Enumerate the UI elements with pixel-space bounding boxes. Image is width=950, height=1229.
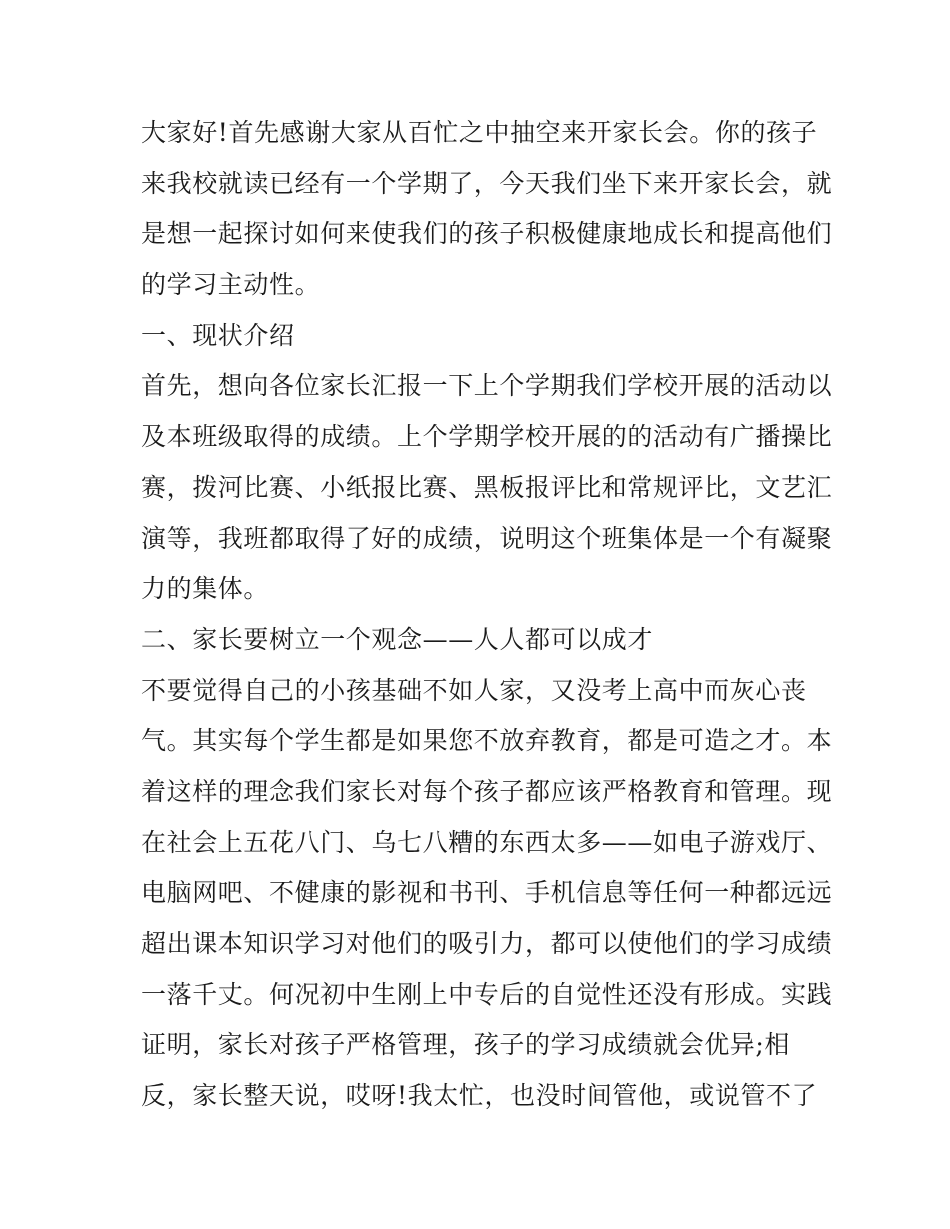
- text-line: 电脑网吧、不健康的影视和书刊、手机信息等任何一种都远远: [141, 878, 833, 908]
- document-body: [141, 108, 833, 1122]
- text-line: 一落千丈。何况初中生刚上中专后的自觉性还没有形成。实践: [141, 979, 833, 1009]
- text-line: 来我校就读已经有一个学期了，今天我们坐下来开家长会，就: [141, 168, 833, 198]
- text-line: 演等，我班都取得了好的成绩，说明这个班集体是一个有凝聚: [141, 523, 833, 553]
- text-line: 超出课本知识学习对他们的吸引力，都可以使他们的学习成绩: [141, 929, 833, 958]
- section-heading: 二、家长要树立一个观念——人人都可以成才: [141, 624, 654, 654]
- text-line: 首先，想向各位家长汇报一下上个学期我们学校开展的活动以: [141, 371, 833, 401]
- text-line: 不要觉得自己的小孩基础不如人家，又没考上高中而灰心丧: [141, 675, 807, 705]
- text-line: 大家好!首先感谢大家从百忙之中抽空来开家长会。你的孩子: [141, 118, 818, 147]
- text-line: 气。其实每个学生都是如果您不放弃教育，都是可造之才。本: [141, 726, 833, 756]
- text-line: 着这样的理念我们家长对每个孩子都应该严格教育和管理。现: [141, 776, 833, 806]
- text-line: 及本班级取得的成绩。上个学期学校开展的的活动有广播操比: [141, 422, 833, 452]
- text-line: 力的集体。: [141, 574, 270, 604]
- text-line: 在社会上五花八门、乌七八糟的东西太多——如电子游戏厅、: [141, 827, 833, 857]
- text-line: 赛，拨河比赛、小纸报比赛、黑板报评比和常规评比，文艺汇: [141, 472, 833, 502]
- text-line: 是想一起探讨如何来使我们的孩子积极健康地成长和提高他们: [141, 219, 833, 249]
- text-line: 反，家长整天说，哎呀!我太忙，也没时间管他，或说管不了: [141, 1081, 818, 1111]
- text-line: 证明，家长对孩子严格管理，孩子的学习成绩就会优异;相: [141, 1030, 791, 1060]
- text-line: 的学习主动性。: [141, 270, 321, 300]
- section-heading: 一、现状介绍: [141, 320, 295, 350]
